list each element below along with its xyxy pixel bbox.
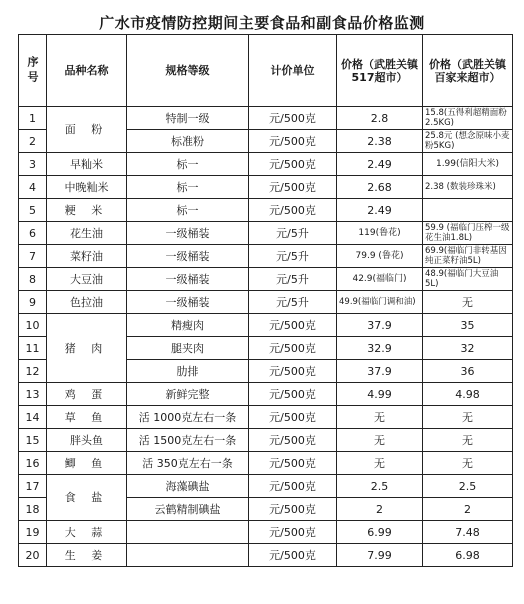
row-price-baijialai: 25.8元 (想念原味小麦粉5KG) — [423, 130, 513, 153]
row-unit: 元/500克 — [249, 521, 337, 544]
row-unit: 元/500克 — [249, 383, 337, 406]
table-row — [19, 314, 513, 337]
row-price-baijialai: 4.98 — [423, 383, 513, 406]
row-price-baijialai: 6.98 — [423, 544, 513, 567]
row-no: 5 — [19, 199, 47, 222]
row-no: 4 — [19, 176, 47, 199]
row-name: 早籼米 — [47, 153, 127, 176]
row-price-baijialai: 无 — [423, 406, 513, 429]
row-price-baijialai: 15.8(五得利超精面粉2.5KG) — [423, 107, 513, 130]
row-unit: 元/500克 — [249, 153, 337, 176]
row-unit: 元/500克 — [249, 130, 337, 153]
row-price-517: 119(鲁花) — [337, 222, 423, 245]
row-price-517: 2.38 — [337, 130, 423, 153]
row-no: 12 — [19, 360, 47, 383]
row-price-517: 6.99 — [337, 521, 423, 544]
row-price-baijialai: 2 — [423, 498, 513, 521]
row-spec: 标一 — [127, 176, 249, 199]
row-name: 猪 肉 — [47, 314, 127, 383]
row-no: 19 — [19, 521, 47, 544]
row-unit: 元/500克 — [249, 544, 337, 567]
row-name: 食 盐 — [47, 475, 127, 521]
row-name: 鲫 鱼 — [47, 452, 127, 475]
row-name: 生 姜 — [47, 544, 127, 567]
row-no: 14 — [19, 406, 47, 429]
row-price-517: 32.9 — [337, 337, 423, 360]
row-spec: 活 350克左右一条 — [127, 452, 249, 475]
row-price-517: 2.5 — [337, 475, 423, 498]
table-row — [19, 383, 513, 406]
row-price-517: 2.8 — [337, 107, 423, 130]
row-price-baijialai: 7.48 — [423, 521, 513, 544]
row-unit: 元/500克 — [249, 406, 337, 429]
row-spec: 标一 — [127, 199, 249, 222]
row-name: 花生油 — [47, 222, 127, 245]
row-unit: 元/5升 — [249, 222, 337, 245]
row-price-517: 4.99 — [337, 383, 423, 406]
row-spec: 腿夹肉 — [127, 337, 249, 360]
row-spec: 特制一级 — [127, 107, 249, 130]
row-name: 中晚籼米 — [47, 176, 127, 199]
header-price-517: 价格（武胜关镇517超市） — [337, 35, 423, 107]
table-row — [19, 222, 513, 245]
table-row — [19, 544, 513, 567]
row-name: 菜籽油 — [47, 245, 127, 268]
row-unit: 元/500克 — [249, 337, 337, 360]
row-price-517: 42.9(福临门) — [337, 268, 423, 291]
row-spec: 标准粉 — [127, 130, 249, 153]
header-spec: 规格等级 — [127, 35, 249, 107]
row-spec: 肋排 — [127, 360, 249, 383]
table-row — [19, 452, 513, 475]
row-no: 20 — [19, 544, 47, 567]
row-price-baijialai: 1.99(信阳大米) — [423, 153, 513, 176]
row-no: 2 — [19, 130, 47, 153]
row-price-baijialai: 69.9(福临门非转基因纯正菜籽油5L) — [423, 245, 513, 268]
header-name: 品种名称 — [47, 35, 127, 107]
row-price-baijialai: 2.5 — [423, 475, 513, 498]
row-price-517: 37.9 — [337, 314, 423, 337]
row-price-517: 2.49 — [337, 153, 423, 176]
row-no: 13 — [19, 383, 47, 406]
row-price-517: 37.9 — [337, 360, 423, 383]
row-spec — [127, 544, 249, 567]
row-price-baijialai: 48.9(福临门大豆油5L) — [423, 268, 513, 291]
row-spec: 海藻碘盐 — [127, 475, 249, 498]
row-price-baijialai: 32 — [423, 337, 513, 360]
row-spec: 一级桶装 — [127, 245, 249, 268]
table-row — [19, 521, 513, 544]
row-spec: 活 1500克左右一条 — [127, 429, 249, 452]
row-no: 1 — [19, 107, 47, 130]
row-no: 18 — [19, 498, 47, 521]
row-unit: 元/500克 — [249, 199, 337, 222]
row-unit: 元/5升 — [249, 291, 337, 314]
row-price-517: 79.9 (鲁花) — [337, 245, 423, 268]
row-no: 9 — [19, 291, 47, 314]
header-unit: 计价单位 — [249, 35, 337, 107]
row-no: 7 — [19, 245, 47, 268]
page-title: 广水市疫情防控期间主要食品和副食品价格监测 — [99, 14, 425, 32]
table-row — [19, 245, 513, 268]
row-name: 粳 米 — [47, 199, 127, 222]
row-name: 草 鱼 — [47, 406, 127, 429]
row-name: 大 蒜 — [47, 521, 127, 544]
row-no: 16 — [19, 452, 47, 475]
row-price-517: 2.49 — [337, 199, 423, 222]
table-row — [19, 475, 513, 498]
row-no: 15 — [19, 429, 47, 452]
table-row — [19, 406, 513, 429]
table-row — [19, 153, 513, 176]
row-price-baijialai: 无 — [423, 429, 513, 452]
table-row — [19, 291, 513, 314]
row-price-baijialai: 无 — [423, 452, 513, 475]
row-name: 面 粉 — [47, 107, 127, 153]
row-unit: 元/500克 — [249, 314, 337, 337]
row-spec: 新鲜完整 — [127, 383, 249, 406]
row-price-baijialai: 59.9 (福临门压榨一级花生油1.8L) — [423, 222, 513, 245]
row-spec: 精瘦肉 — [127, 314, 249, 337]
table-row — [19, 429, 513, 452]
row-spec: 标一 — [127, 153, 249, 176]
price-table — [18, 34, 513, 567]
row-price-517: 2.68 — [337, 176, 423, 199]
row-no: 11 — [19, 337, 47, 360]
row-unit: 元/500克 — [249, 452, 337, 475]
row-price-517: 无 — [337, 406, 423, 429]
table-header-row — [19, 35, 513, 107]
row-price-baijialai: 2.38 (数装珍珠米) — [423, 176, 513, 199]
row-price-baijialai — [423, 199, 513, 222]
row-no: 6 — [19, 222, 47, 245]
row-price-517: 2 — [337, 498, 423, 521]
row-unit: 元/500克 — [249, 475, 337, 498]
row-price-517: 7.99 — [337, 544, 423, 567]
row-price-517: 无 — [337, 452, 423, 475]
row-no: 8 — [19, 268, 47, 291]
row-unit: 元/5升 — [249, 245, 337, 268]
row-price-517: 49.9(福临门调和油) — [337, 291, 423, 314]
row-no: 17 — [19, 475, 47, 498]
row-unit: 元/500克 — [249, 176, 337, 199]
row-price-517: 无 — [337, 429, 423, 452]
table-row — [19, 268, 513, 291]
row-name: 胖头鱼 — [47, 429, 127, 452]
row-spec: 一级桶装 — [127, 291, 249, 314]
header-price-baijialai: 价格（武胜关镇百家来超市） — [423, 35, 513, 107]
row-name: 色拉油 — [47, 291, 127, 314]
header-no: 序号 — [19, 35, 47, 107]
row-spec: 活 1000克左右一条 — [127, 406, 249, 429]
table-row — [19, 199, 513, 222]
row-no: 10 — [19, 314, 47, 337]
row-unit: 元/5升 — [249, 268, 337, 291]
row-price-baijialai: 无 — [423, 291, 513, 314]
row-spec — [127, 521, 249, 544]
row-name: 鸡 蛋 — [47, 383, 127, 406]
row-unit: 元/500克 — [249, 360, 337, 383]
row-unit: 元/500克 — [249, 498, 337, 521]
row-no: 3 — [19, 153, 47, 176]
row-name: 大豆油 — [47, 268, 127, 291]
row-spec: 一级桶装 — [127, 222, 249, 245]
row-spec: 一级桶装 — [127, 268, 249, 291]
row-unit: 元/500克 — [249, 429, 337, 452]
table-row — [19, 176, 513, 199]
row-price-baijialai: 35 — [423, 314, 513, 337]
row-unit: 元/500克 — [249, 107, 337, 130]
row-price-baijialai: 36 — [423, 360, 513, 383]
row-spec: 云鹤精制碘盐 — [127, 498, 249, 521]
table-row — [19, 107, 513, 130]
